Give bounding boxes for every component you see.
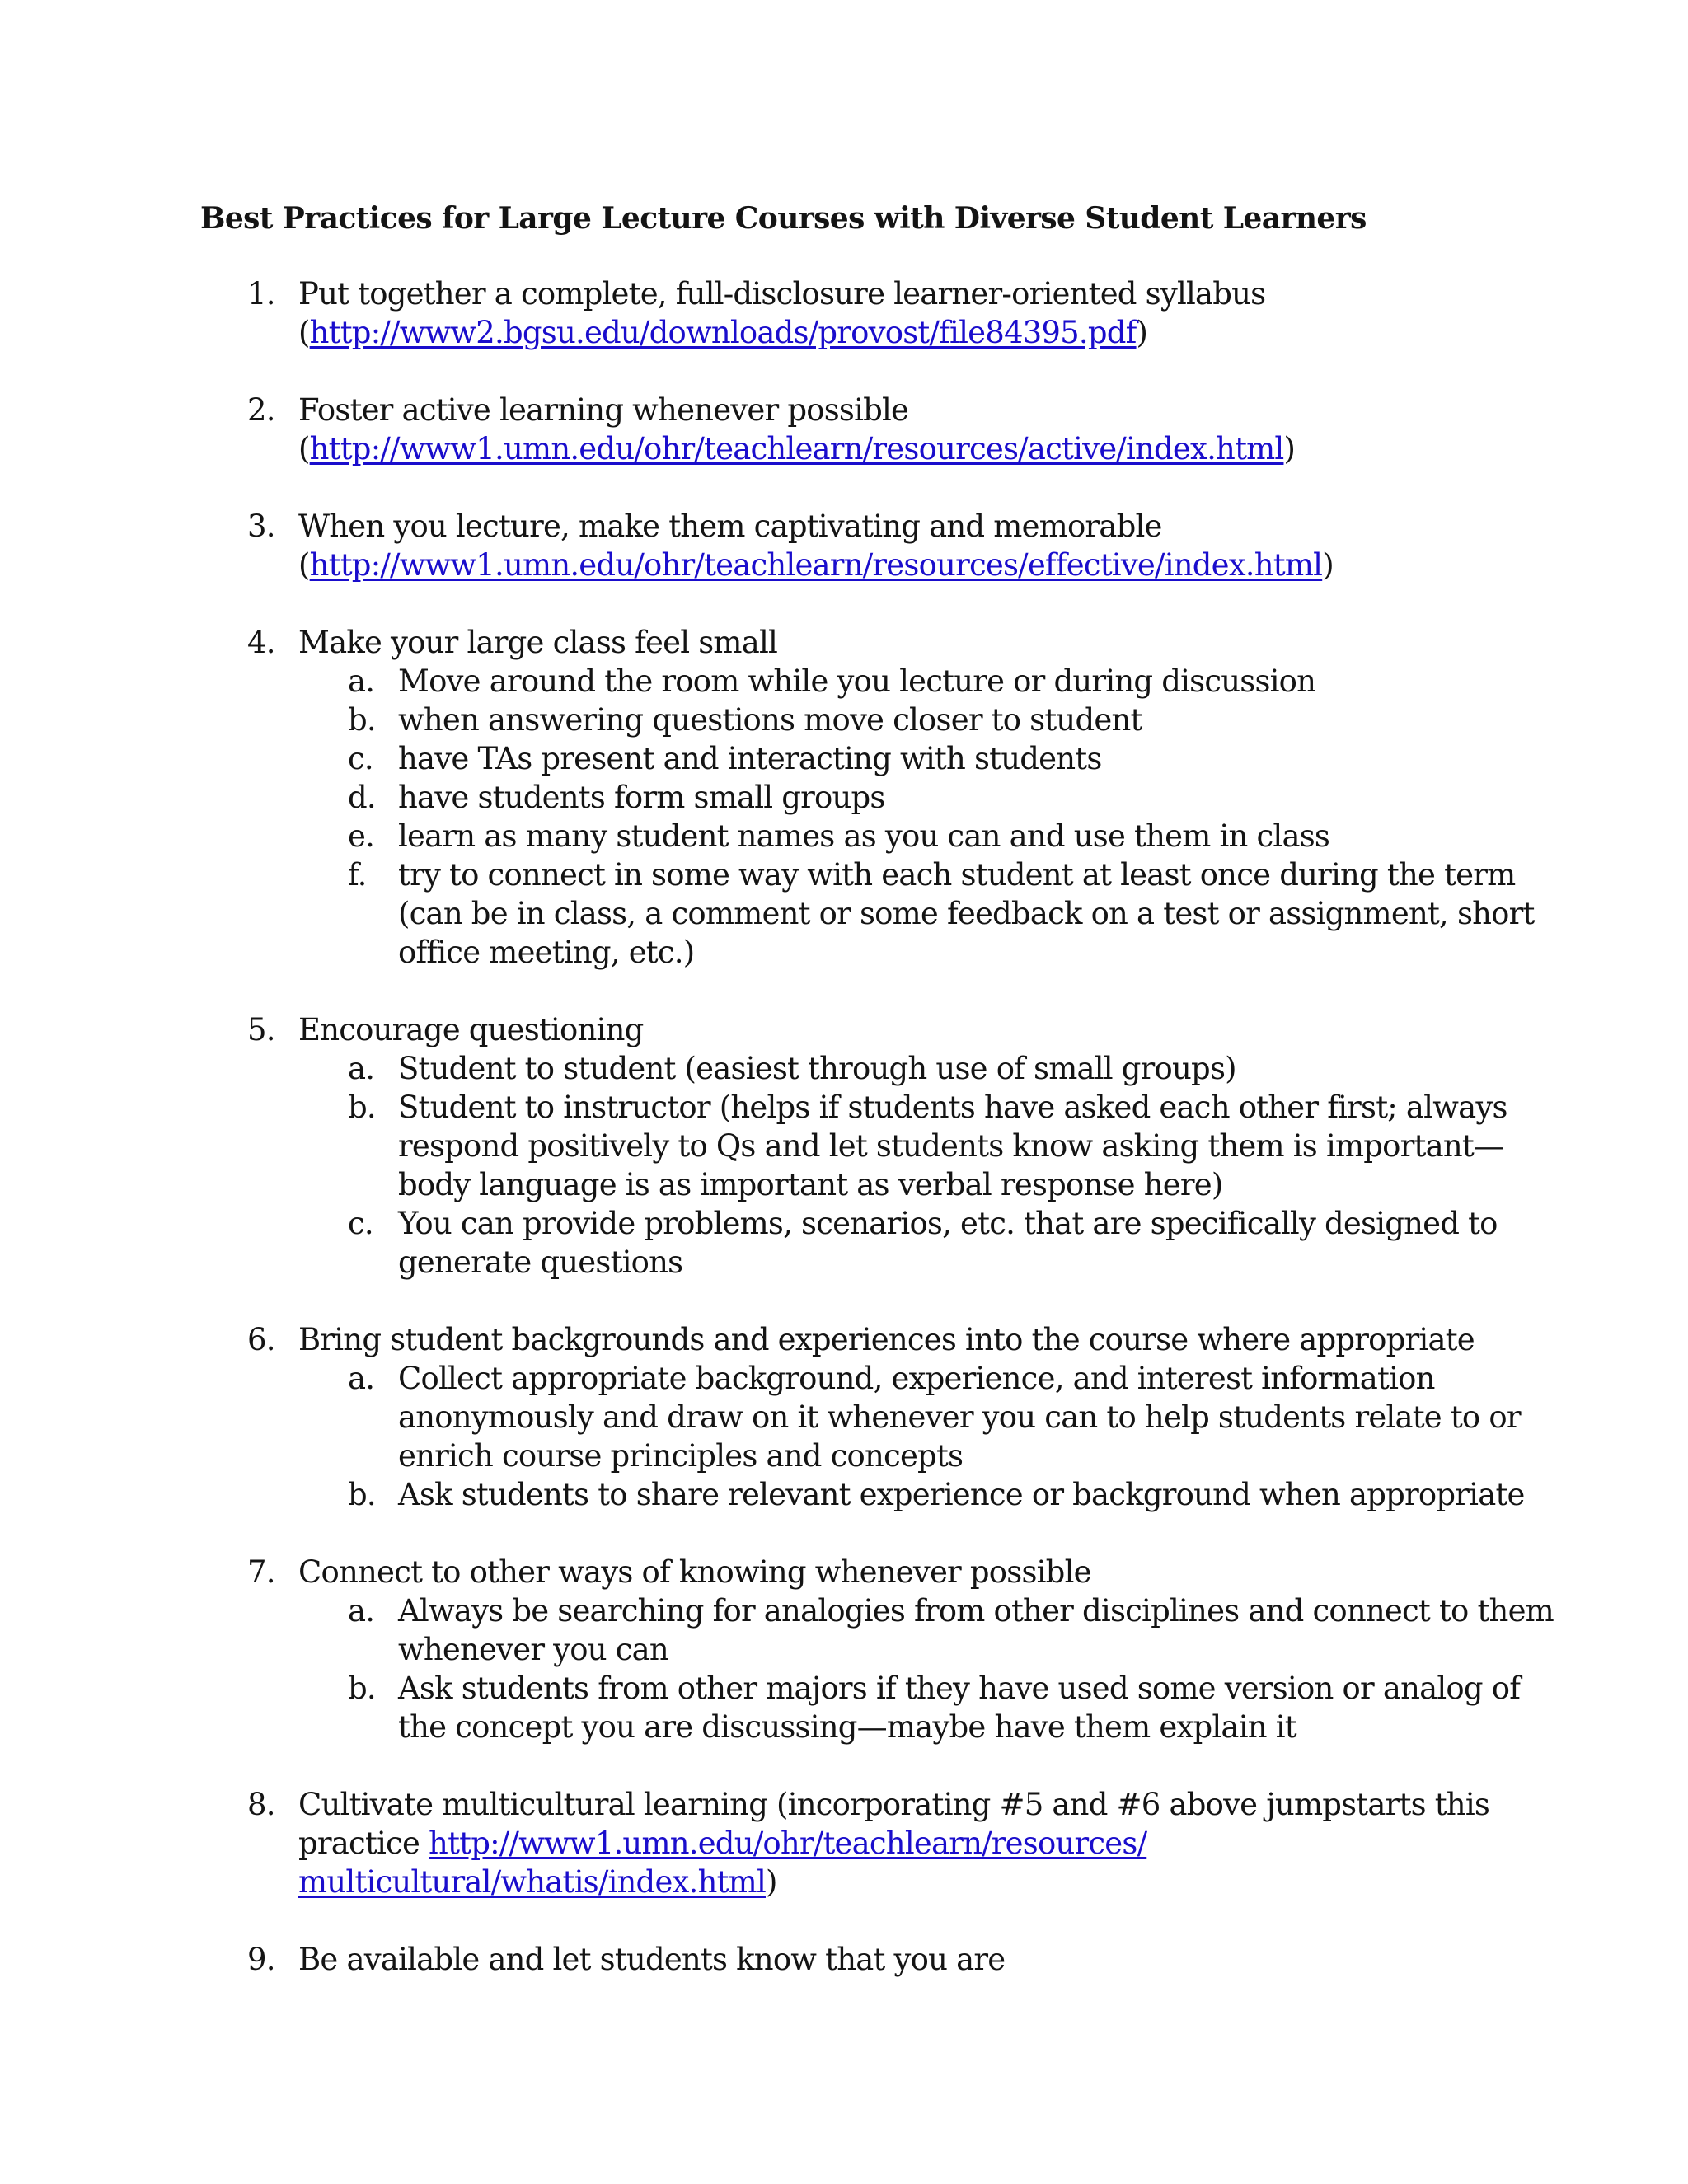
sub-item-4f: [298, 855, 1688, 972]
paren-open: (: [298, 547, 310, 583]
item-text: Make your large class feel small: [298, 625, 778, 660]
sub-text: enrich course principles and concepts: [398, 1438, 964, 1474]
sub-letter: b.: [348, 1671, 376, 1706]
sub-letter: f.: [348, 857, 367, 893]
multicultural-link-part1[interactable]: http://www1.umn.edu/ohr/teachlearn/resources/: [429, 1825, 1147, 1861]
list-item-2: [0, 391, 1688, 468]
sub-list: [298, 1591, 1688, 1746]
list-item-3: [0, 507, 1688, 584]
sub-text: Collect appropriate background, experience, and interest information: [398, 1361, 1435, 1396]
sub-letter: a.: [348, 1051, 375, 1086]
item-number: 8.: [247, 1787, 275, 1822]
item-link-line: [298, 1824, 1688, 1863]
paren-open: (: [298, 315, 310, 350]
item-number: 1.: [247, 276, 275, 312]
paren-close: ): [765, 1864, 777, 1900]
sub-text: try to connect in some way with each student at least once during the term: [398, 857, 1516, 893]
sub-text: office meeting, etc.): [398, 935, 695, 970]
document-title: Best Practices for Large Lecture Courses with Diverse Student Learners: [200, 201, 1367, 236]
syllabus-link[interactable]: http://www2.bgsu.edu/downloads/provost/file84395.pdf: [309, 315, 1137, 350]
sub-item-5c: [298, 1204, 1688, 1282]
item-number: 5.: [247, 1012, 275, 1047]
sub-letter: b.: [348, 1090, 376, 1125]
sub-item-4b: [298, 701, 1688, 739]
item-text: Put together a complete, full-disclosure learner-oriented syllabus: [298, 276, 1266, 312]
item-text: Connect to other ways of knowing whenever possible: [298, 1554, 1091, 1590]
item-number: 3.: [247, 509, 275, 544]
sub-letter: d.: [348, 780, 376, 815]
sub-item-5a: [298, 1049, 1688, 1088]
list-item-6: [0, 1320, 1688, 1514]
sub-text: Student to instructor (helps if students have asked each other first; always: [398, 1090, 1507, 1125]
sub-text: Ask students to share relevant experience or background when appropriate: [398, 1477, 1525, 1512]
sub-item-7a: [298, 1591, 1688, 1669]
paren-close: ): [1136, 315, 1148, 350]
item-link-line: [298, 1863, 1688, 1901]
item-text: When you lecture, make them captivating and memorable: [298, 509, 1162, 544]
sub-text: Move around the room while you lecture or during discussion: [398, 663, 1316, 699]
sub-text: anonymously and draw on it whenever you can to help students relate to or: [398, 1399, 1521, 1435]
paren-close: ): [1283, 431, 1296, 466]
item-text: Bring student backgrounds and experiences into the course where appropriate: [298, 1322, 1475, 1357]
sub-text: generate questions: [398, 1244, 683, 1280]
practice-label: practice: [298, 1825, 429, 1861]
sub-text: (can be in class, a comment or some feedback on a test or assignment, short: [398, 896, 1535, 931]
sub-text: Always be searching for analogies from other disciplines and connect to them: [398, 1593, 1554, 1629]
list-item-7: [0, 1553, 1688, 1746]
sub-text: have students form small groups: [398, 780, 885, 815]
sub-letter: c.: [348, 1206, 373, 1241]
sub-letter: a.: [348, 663, 375, 699]
practices-list: [0, 274, 1688, 2018]
item-text: Be available and let students know that you are: [298, 1942, 1006, 1977]
item-text: Encourage questioning: [298, 1012, 644, 1047]
sub-item-5b: [298, 1088, 1688, 1204]
list-item-9: [0, 1940, 1688, 1979]
sub-text: when answering questions move closer to student: [398, 702, 1142, 738]
list-item-4: [0, 623, 1688, 972]
list-item-8: [0, 1785, 1688, 1901]
sub-text: You can provide problems, scenarios, etc. that are specifically designed to: [398, 1206, 1498, 1241]
sub-item-4e: [298, 817, 1688, 855]
paren-close: ): [1322, 547, 1334, 583]
sub-letter: e.: [348, 818, 375, 854]
sub-letter: b.: [348, 702, 376, 738]
item-link-line: [298, 313, 1688, 352]
item-text: Foster active learning whenever possible: [298, 392, 909, 428]
sub-text: Student to student (easiest through use of small groups): [398, 1051, 1236, 1086]
sub-text: learn as many student names as you can and use them in class: [398, 818, 1330, 854]
list-item-1: [0, 274, 1688, 352]
sub-item-4a: [298, 662, 1688, 701]
active-learning-link[interactable]: http://www1.umn.edu/ohr/teachlearn/resources/active/index.html: [309, 431, 1284, 466]
item-link-line: [298, 546, 1688, 584]
sub-text: the concept you are discussing—maybe have them explain it: [398, 1709, 1296, 1745]
item-number: 2.: [247, 392, 275, 428]
sub-letter: a.: [348, 1593, 375, 1629]
sub-text: have TAs present and interacting with students: [398, 741, 1102, 776]
effective-lecture-link[interactable]: http://www1.umn.edu/ohr/teachlearn/resources/effective/index.html: [309, 547, 1323, 583]
sub-item-6b: [298, 1475, 1688, 1514]
item-number: 9.: [247, 1942, 275, 1977]
item-text: Cultivate multicultural learning (incorporating #5 and #6 above jumpstarts this: [298, 1787, 1490, 1822]
item-number: 7.: [247, 1554, 275, 1590]
sub-item-6a: [298, 1359, 1688, 1475]
sub-letter: c.: [348, 741, 373, 776]
item-number: 4.: [247, 625, 275, 660]
sub-text: Ask students from other majors if they have used some version or analog of: [398, 1671, 1521, 1706]
sub-text: body language is as important as verbal response here): [398, 1167, 1223, 1202]
sub-text: whenever you can: [398, 1632, 668, 1667]
sub-letter: b.: [348, 1477, 376, 1512]
paren-open: (: [298, 431, 310, 466]
sub-item-4c: [298, 739, 1688, 778]
sub-text: respond positively to Qs and let students know asking them is important—: [398, 1128, 1504, 1164]
sub-item-4d: [298, 778, 1688, 817]
item-number: 6.: [247, 1322, 275, 1357]
sub-list: [298, 662, 1688, 972]
sub-letter: a.: [348, 1361, 375, 1396]
multicultural-link-part2[interactable]: multicultural/whatis/index.html: [298, 1864, 766, 1900]
sub-list: [298, 1359, 1688, 1514]
list-item-5: [0, 1010, 1688, 1282]
sub-item-7b: [298, 1669, 1688, 1746]
sub-list: [298, 1049, 1688, 1282]
item-link-line: [298, 429, 1688, 468]
